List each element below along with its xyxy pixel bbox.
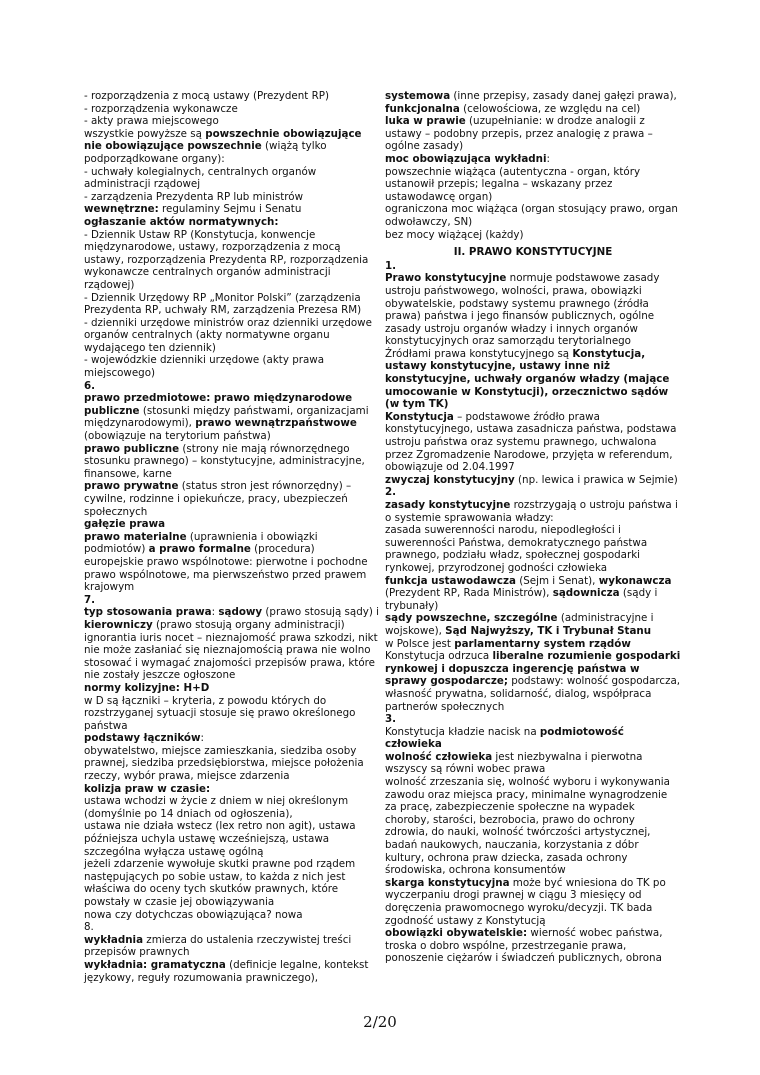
bold-term: wykładnia: [84, 933, 144, 946]
right-paragraph: Konstytucja kładzie nacisk na podmiotowość człowieka: [385, 725, 624, 751]
bold-term: 6.: [84, 379, 96, 392]
left-paragraph: [84, 783, 380, 796]
left-paragraph: 8.: [84, 921, 94, 934]
left-paragraph: prawo publiczne (strony nie mają równorzędnego stosunku prawnego) – konstytucyjne, administracyjne, finansowe, karne: [84, 442, 365, 480]
bold-term: parlamentarny system rządów: [454, 637, 631, 650]
right-paragraph: moc obowiązująca wykładni:: [385, 152, 550, 165]
right-paragraph: [385, 486, 681, 499]
right-paragraph: sądy powszechne, szczególne (administracyjne i wojskowe), Sąd Najwyższy, TK i Trybunał Stanu: [385, 612, 654, 637]
right-paragraph: Konstytucja odrzuca liberalne rozumienie gospodarki rynkowej i dopuszcza ingerencję państwa w sprawy gospodarcze; podstawy: wolność gospodarcza, własność prywatna, solidarność, dialog, współpraca partnerów społecznych: [385, 650, 681, 713]
left-paragraph: ignorantia iuris nocet – nieznajomość prawa szkodzi, nikt nie może zasłaniać się nieznajomością prawa nie wolno stosować i wymagać znajomości przepisów prawa, które nie zostały jeszcze ogłoszone: [84, 631, 378, 682]
left-paragraph: w D są łączniki – kryteria, z powodu których do rozstrzyganej sytuacji stosuje się prawo określonego państwa: [84, 694, 356, 732]
bold-term: kierowniczy: [84, 618, 153, 631]
left-paragraph: ustawa wchodzi w życie z dniem w niej określonym (domyślnie po 14 dniach od ogłoszenia),: [84, 795, 349, 820]
bold-term: podstawy łączników: [84, 732, 201, 745]
bold-term: funkcja ustawodawcza: [385, 574, 516, 587]
left-paragraph: [84, 216, 380, 229]
bold-term: prawo prywatne: [84, 480, 179, 493]
bold-term: sądowy: [218, 606, 263, 619]
right-paragraph: wolność człowieka jest niezbywalna i pierwotna wszyscy są równi wobec prawa: [385, 750, 643, 776]
right-paragraph: luka w prawie (uzupełnianie: w drodze analogii z ustawy – podobny przepis, przez analogię z prawa – ogólne zasady): [385, 115, 653, 153]
right-paragraph: bez mocy wiążącej (każdy): [385, 228, 524, 241]
section-heading: II. PRAWO KONSTYTUCYJNE: [453, 246, 613, 259]
bold-term: liberalne rozumienie gospodarki rynkowej i dopuszcza ingerencję państwa w sprawy gospodarcze;: [385, 650, 681, 688]
bold-term: gałęzie prawa: [84, 518, 166, 531]
bold-term: wewnętrzne:: [84, 203, 159, 216]
bold-term: powszechnie obowiązujące nie obowiązujące powszechnie: [84, 127, 362, 153]
right-paragraph: skarga konstytucyjna może być wniesiona do TK po wyczerpaniu drogi prawnej w ciągu 3 miesięcy od doręczenia prawomocnego wyroku/decyzji. TK bada zgodność ustawy z Konstytucją: [385, 876, 666, 927]
right-paragraph: Prawo konstytucyjne normuje podstawowe zasady ustroju państwowego, wolności, prawa, obowiązki obywatelskie, podstawy systemu prawnego (źródła prawa) państwa i jego finansów publicznych, ogólne zasady ustroju organów władzy i innych organów konstytucyjnych oraz samorządu terytorialnego: [385, 272, 660, 348]
bold-term: zwyczaj konstytucyjny: [385, 473, 515, 486]
left-paragraph: [84, 594, 380, 607]
bold-term: systemowa: [385, 90, 451, 102]
right-paragraph: Konstytucja – podstawowe źródło prawa konstytucyjnego, ustawa zasadnicza państwa, podstawa ustroju państwa oraz systemu prawnego, uchwalona przez Zgromadzenie Narodowe, przyjęta w referendum, obowiązuje od 2.04.1997: [385, 410, 677, 474]
bold-term: normy kolizyjne: H+D: [84, 681, 210, 694]
right-paragraph: ograniczona moc wiążąca (organ stosujący prawo, organ odwoławczy, SN): [385, 203, 678, 228]
left-paragraph: - dzienniki urzędowe ministrów oraz dzienniki urzędowe organów centralnych (akty normatywne organu wydającego ten dziennik): [84, 316, 372, 354]
right-column: [385, 90, 681, 965]
left-paragraph: typ stosowania prawa: sądowy (prawo stosują sądy) i kierowniczy (prawo stosują organy administracji): [84, 606, 379, 631]
left-paragraph: - akty prawa miejscowego: [84, 115, 219, 128]
bold-term: skarga konstytucyjna: [385, 876, 510, 889]
left-paragraph: [84, 518, 380, 531]
left-paragraph: prawo prywatne (status stron jest równorzędny) – cywilne, rodzinne i opiekuńcze, pracy, ubezpieczeń społecznych: [84, 480, 352, 518]
right-paragraph: wolność zrzeszania się, wolność wyboru i wykonywania zawodu oraz miejsca pracy, minimalne wynagrodzenie za pracę, zabezpieczenie społeczne na wypadek choroby, starości, bezrobocia, prawo do ochrony zdrowia, do nauki, wolność twórczości artystycznej, badań naukowych, nauczania, korzystania z dóbr kultury, ochrona praw dziecka, zasada ochrony środowiska, ochrona konsumentów: [385, 776, 670, 877]
bold-term: prawo przedmiotowe: prawo międzynarodowe publiczne: [84, 392, 353, 417]
left-paragraph: ustawa nie działa wstecz (lex retro non agit), ustawa późniejsza uchyla ustawę wcześniejszą, ustawa szczególna wyłącza ustawę ogólną: [84, 820, 356, 858]
left-paragraph: - wojewódzkie dzienniki urzędowe (akty prawa miejscowego): [84, 354, 325, 380]
left-paragraph: wszystkie powyższe są powszechnie obowiązujące nie obowiązujące powszechnie (wiążą tylko podporządkowane organy):: [84, 127, 362, 165]
bold-term: typ stosowania prawa: [84, 606, 212, 619]
bold-term: prawo materialne: [84, 530, 187, 543]
bold-term: prawo publiczne: [84, 442, 180, 455]
left-paragraph: - rozporządzenia wykonawcze: [84, 102, 238, 115]
left-paragraph: podstawy łączników:: [84, 732, 204, 745]
right-paragraph: w Polsce jest parlamentarny system rządów: [385, 637, 631, 650]
left-paragraph: [84, 380, 380, 393]
left-paragraph: europejskie prawo wspólnotowe: pierwotne i pochodne prawo wspólnotowe, ma pierwszeństwo przed prawem krajowym: [84, 555, 368, 594]
bold-term: obowiązki obywatelskie:: [385, 927, 528, 940]
right-paragraph: powszechnie wiążąca (autentyczna - organ, który ustanowił przepis; legalna – wskazany przez ustawodawcę organ): [385, 165, 641, 203]
bold-term: 7.: [84, 593, 96, 606]
right-paragraph: obowiązki obywatelskie: wierność wobec państwa, troska o dobro wspólne, przestrzeganie prawa, ponoszenie ciężarów i świadczeń publicznych, obrona: [385, 927, 663, 965]
bold-term: Sąd Najwyższy, TK i Trybunał Stanu: [445, 624, 652, 637]
right-paragraph: funkcjonalna (celowościowa, ze względu na cel): [385, 102, 641, 115]
left-paragraph: prawo przedmiotowe: prawo międzynarodowe publiczne (stosunki między państwami, organizacjami międzynarodowymi), prawo wewnątrzpaństwowe (obowiązuje na terytorium państwa): [84, 392, 369, 443]
bold-term: moc obowiązująca wykładni: [385, 152, 547, 165]
bold-term: 3.: [385, 713, 397, 726]
right-paragraph: [385, 713, 681, 726]
bold-term: wykonawcza: [598, 574, 672, 587]
bold-term: Konstytucja: [385, 410, 454, 423]
right-paragraph: zwyczaj konstytucyjny (np. lewica i prawica w Sejmie): [385, 473, 678, 486]
right-paragraph: zasada suwerenności narodu, niepodległości i suwerenności Państwa, demokratycznego państwa prawnego, podziału władz, społecznej gospodarki rynkowej, przyrodzonej godności człowieka: [385, 524, 648, 574]
bold-term: wykładnia: gramatyczna: [84, 958, 226, 971]
left-paragraph: - Dziennik Urzędowy RP „Monitor Polski” (zarządzenia Prezydenta RP, uchwały RM, zarządzenia Prezesa RM): [84, 291, 362, 317]
right-paragraph: systemowa (inne przepisy, zasady danej gałęzi prawa),: [385, 90, 677, 102]
right-paragraph: Źródłami prawa konstytucyjnego są Konstytucja, ustawy konstytucyjne, ustawy inne niż konstytucyjne, uchwały organów władzy (mające umocowanie w Konstytucji), orzecznictwo sądów (w tym TK): [385, 347, 670, 411]
bold-term: sądownicza: [552, 587, 620, 600]
bold-term: zasady konstytucyjne: [385, 499, 511, 511]
right-paragraph: [385, 260, 681, 273]
left-paragraph: wykładnia: gramatyczna (definicje legalne, kontekst językowy, reguły rozumowania prawniczego),: [84, 958, 369, 984]
left-paragraph: obywatelstwo, miejsce zamieszkania, siedziba osoby prawnej, siedziba przedsiębiorstwa, miejsce położenia rzeczy, wybór prawa, miejsce zdarzenia: [84, 744, 364, 783]
right-paragraph: zasady konstytucyjne rozstrzygają o ustroju państwa i o systemie sprawowania władzy:: [385, 499, 678, 524]
left-paragraph: prawo materialne (uprawnienia i obowiązki podmiotów) a prawo formalne (procedura): [84, 530, 318, 556]
left-paragraph: - uchwały kolegialnych, centralnych organów administracji rządowej: [84, 165, 317, 191]
left-paragraph: wewnętrzne: regulaminy Sejmu i Senatu: [84, 203, 302, 216]
left-column: [84, 90, 380, 984]
bold-term: 2.: [385, 486, 397, 499]
left-paragraph: - Dziennik Ustaw RP (Konstytucja, konwencje międzynarodowe, ustawy, rozporządzenia z mocą ustawy, rozporządzenia Prezydenta RP, rozporządzenia wykonawcze centralnych organów administracji rządowej): [84, 228, 369, 291]
bold-term: sądy powszechne, szczególne: [385, 612, 558, 625]
left-paragraph: nowa czy dotychczas obowiązująca? nowa: [84, 908, 303, 921]
right-paragraph: funkcja ustawodawcza (Sejm i Senat), wykonawcza (Prezydent RP, Rada Ministrów), sądownicza (sądy i trybunały): [385, 574, 672, 612]
bold-term: ogłaszanie aktów normatywnych:: [84, 215, 279, 228]
left-paragraph: [84, 682, 380, 695]
bold-term: funkcjonalna: [385, 102, 460, 115]
page-number: 2/20: [363, 1013, 397, 1031]
bold-term: Konstytucja, ustawy konstytucyjne, ustawy inne niż konstytucyjne, uchwały organów władzy (mające umocowanie w Konstytucji), orzecznictwo sądów (w tym TK): [385, 347, 670, 411]
left-paragraph: - zarządzenia Prezydenta RP lub ministrów: [84, 190, 304, 203]
bold-term: kolizja praw w czasie:: [84, 782, 211, 795]
bold-term: a prawo formalne: [148, 543, 251, 556]
bold-term: prawo wewnątrzpaństwowe: [195, 417, 357, 430]
bold-term: Prawo konstytucyjne: [385, 272, 507, 285]
bold-term: podmiotowość człowieka: [385, 725, 624, 751]
bold-term: wolność człowieka: [385, 750, 493, 763]
left-paragraph: - rozporządzenia z mocą ustawy (Prezydent RP): [84, 90, 329, 102]
left-paragraph: wykładnia zmierza do ustalenia rzeczywistej treści przepisów prawnych: [84, 933, 352, 959]
left-paragraph: jeżeli zdarzenie wywołuje skutki prawne pod rządem następujących po sobie ustaw, to każda z nich jest właściwa do oceny tych skutków prawnych, które powstały w czasie jej obowiązywania: [84, 858, 356, 908]
bold-term: luka w prawie: [385, 115, 466, 128]
bold-term: 1.: [385, 259, 397, 272]
